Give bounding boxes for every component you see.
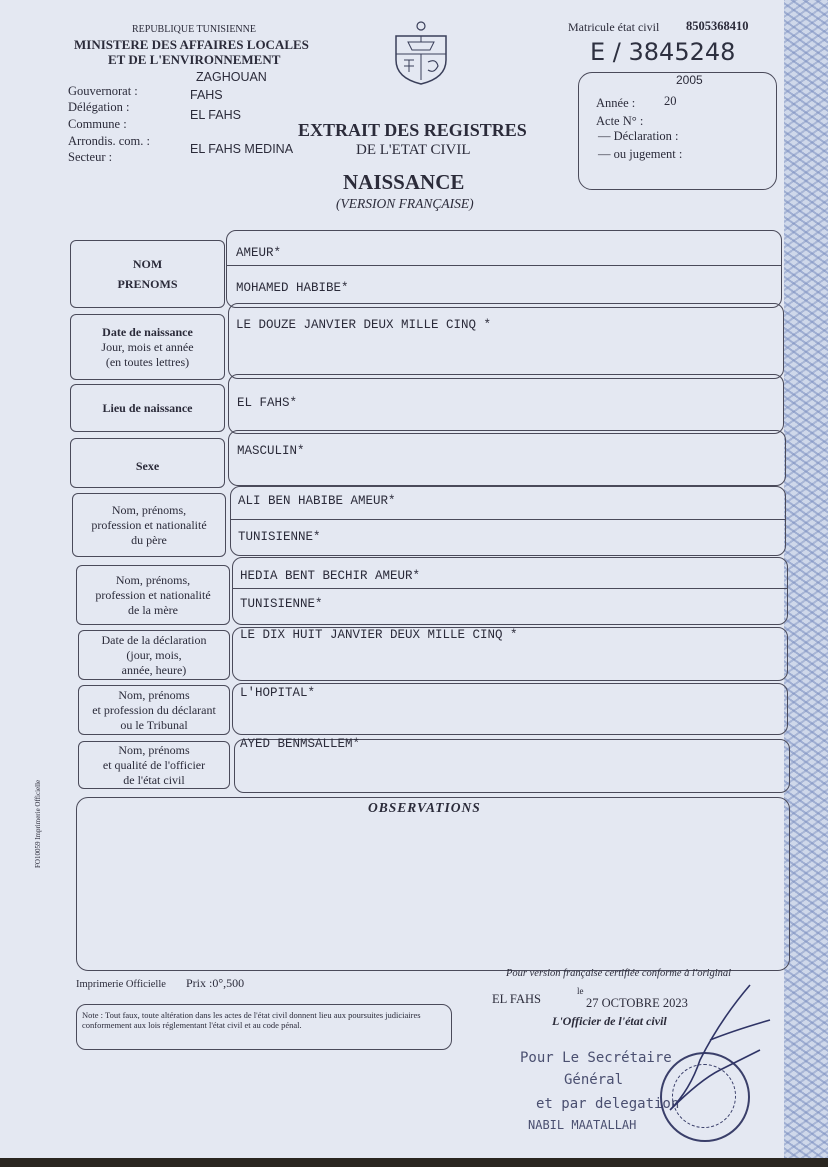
ministry-line1: MINISTERE DES AFFAIRES LOCALES [74,37,309,52]
ministry-line2: ET DE L'ENVIRONNEMENT [108,52,281,67]
republic-label: REPUBLIQUE TUNISIENNE [132,24,256,35]
decl-label1: Date de la déclaration [101,632,207,647]
officier-label-cell [78,741,230,789]
mere-nationality-value: TUNISIENNE* [240,597,323,611]
officer-title: L'Officier de l'état civil [552,1014,667,1028]
declarant-value-cell [232,683,788,735]
annee-value: 20 [664,94,677,108]
title-version: (VERSION FRANÇAISE) [336,196,474,211]
delegation-text: et par delegation [536,1096,680,1112]
printer-label: Imprimerie Officielle [76,979,166,990]
officier-label1: Nom, prénoms [118,742,190,757]
security-border [784,0,828,1158]
secteur-label: Secteur : [68,150,113,164]
jugement-label: — ou jugement : [598,147,683,161]
declarant-label2: et profession du déclarant [92,702,216,717]
pere-label2: profession et nationalité [91,517,207,532]
pour-secretaire: Pour Le Secrétaire [520,1050,672,1066]
dob-value-cell [228,303,784,379]
prenoms-label: PRENOMS [117,276,178,291]
le-label: le [577,986,584,996]
date-value: 27 OCTOBRE 2023 [586,996,688,1010]
declaration-label: — Déclaration : [598,129,679,143]
signature-icon [640,980,790,1120]
dob-sublabel2: (en toutes lettres) [105,354,190,369]
declarant-value: L'HOPITAL* [240,686,316,700]
sexe-value-cell [228,430,786,486]
sexe-label: Sexe [135,458,160,473]
title-naissance: NAISSANCE [343,170,465,194]
prenoms-value: MOHAMED HABIBE* [236,281,349,295]
signer-name: NABIL MAATALLAH [528,1118,637,1132]
mere-label3: de la mère [128,602,178,617]
mere-label-cell [76,565,230,625]
gouvernorat-label: Gouvernorat : [68,84,138,98]
form-code: FO10059 Imprimerie Officielle [34,779,42,868]
officier-value: AYED BENMSALLEM* [240,737,361,751]
pere-nationality-value: TUNISIENNE* [238,530,321,544]
price-label: Prix :0°,500 [186,976,245,990]
observations-label: OBSERVATIONS [368,800,481,815]
sexe-value: MASCULIN* [237,444,305,458]
commune-label: Commune : [68,117,127,131]
secteur-value: EL FAHS MEDINA [190,142,294,156]
title-extrait: EXTRAIT DES REGISTRES [298,120,527,140]
declarant-label-cell [78,685,230,735]
dob-value: LE DOUZE JANVIER DEUX MILLE CINQ * [236,318,492,332]
pere-name-value: ALI BEN HABIBE AMEUR* [238,494,396,508]
mere-value-cell [232,557,788,625]
declarant-label1: Nom, prénoms [118,687,190,702]
lieu-value-cell [228,374,784,434]
general-text: Général [564,1072,624,1088]
matricule-label: Matricule état civil [568,20,660,34]
mere-label2: profession et nationalité [95,587,211,602]
observations-box [76,797,790,971]
sexe-label-cell [70,438,225,488]
pere-label-cell [72,493,226,557]
declarant-label3: ou le Tribunal [120,717,188,732]
acte-number-label: Acte N° : [596,114,644,128]
title-etat-civil: DE L'ETAT CIVIL [356,142,471,158]
officier-label2: et qualité de l'officier [102,757,206,772]
decl-label3: année, heure) [121,662,187,677]
lieu-value: EL FAHS* [237,396,298,410]
dob-sublabel: Jour, mois et année [101,339,194,354]
acte-year-written: 2005 [676,73,703,87]
mere-name-value: HEDIA BENT BECHIR AMEUR* [240,569,421,583]
serial-number: E / 3845248 [590,38,736,66]
certified-text: Pour version française certifiée conforme à l'original [506,968,732,979]
delegation-label: Délégation : [68,100,130,114]
nom-prenoms-label-cell [70,240,225,308]
nom-label: NOM [132,256,163,271]
lieu-label: Lieu de naissance [102,400,193,415]
annee-label: Année : [596,96,636,110]
dob-label-cell [70,314,225,380]
matricule-value: 8505368410 [686,19,749,33]
dob-label: Date de naissance [102,324,193,339]
decl-value: LE DIX HUIT JANVIER DEUX MILLE CINQ * [240,628,518,642]
lieu-label-cell [70,384,225,432]
gouvernorat-value: ZAGHOUAN [196,70,267,84]
nom-prenoms-value-cell [226,230,782,308]
officier-label3: de l'état civil [123,772,185,787]
decl-label2: (jour, mois, [126,647,182,662]
pere-label1: Nom, prénoms, [111,502,187,517]
tunisian-coat-of-arms-icon [390,20,452,86]
legal-note: Note : Tout faux, toute altération dans les actes de l'état civil donnent lieu aux poursuites judiciaires conformement aux lois réglementant l'état civil et au code pénal. [82,1010,421,1030]
mere-label1: Nom, prénoms, [115,572,191,587]
delegation-value: FAHS [190,88,223,102]
place-value: EL FAHS [492,992,541,1006]
arrondis-label: Arrondis. com. : [68,134,150,148]
pere-label3: du père [131,532,167,547]
nom-value: AMEUR* [236,246,282,260]
decl-label-cell [78,630,230,680]
commune-value: EL FAHS [190,108,241,122]
